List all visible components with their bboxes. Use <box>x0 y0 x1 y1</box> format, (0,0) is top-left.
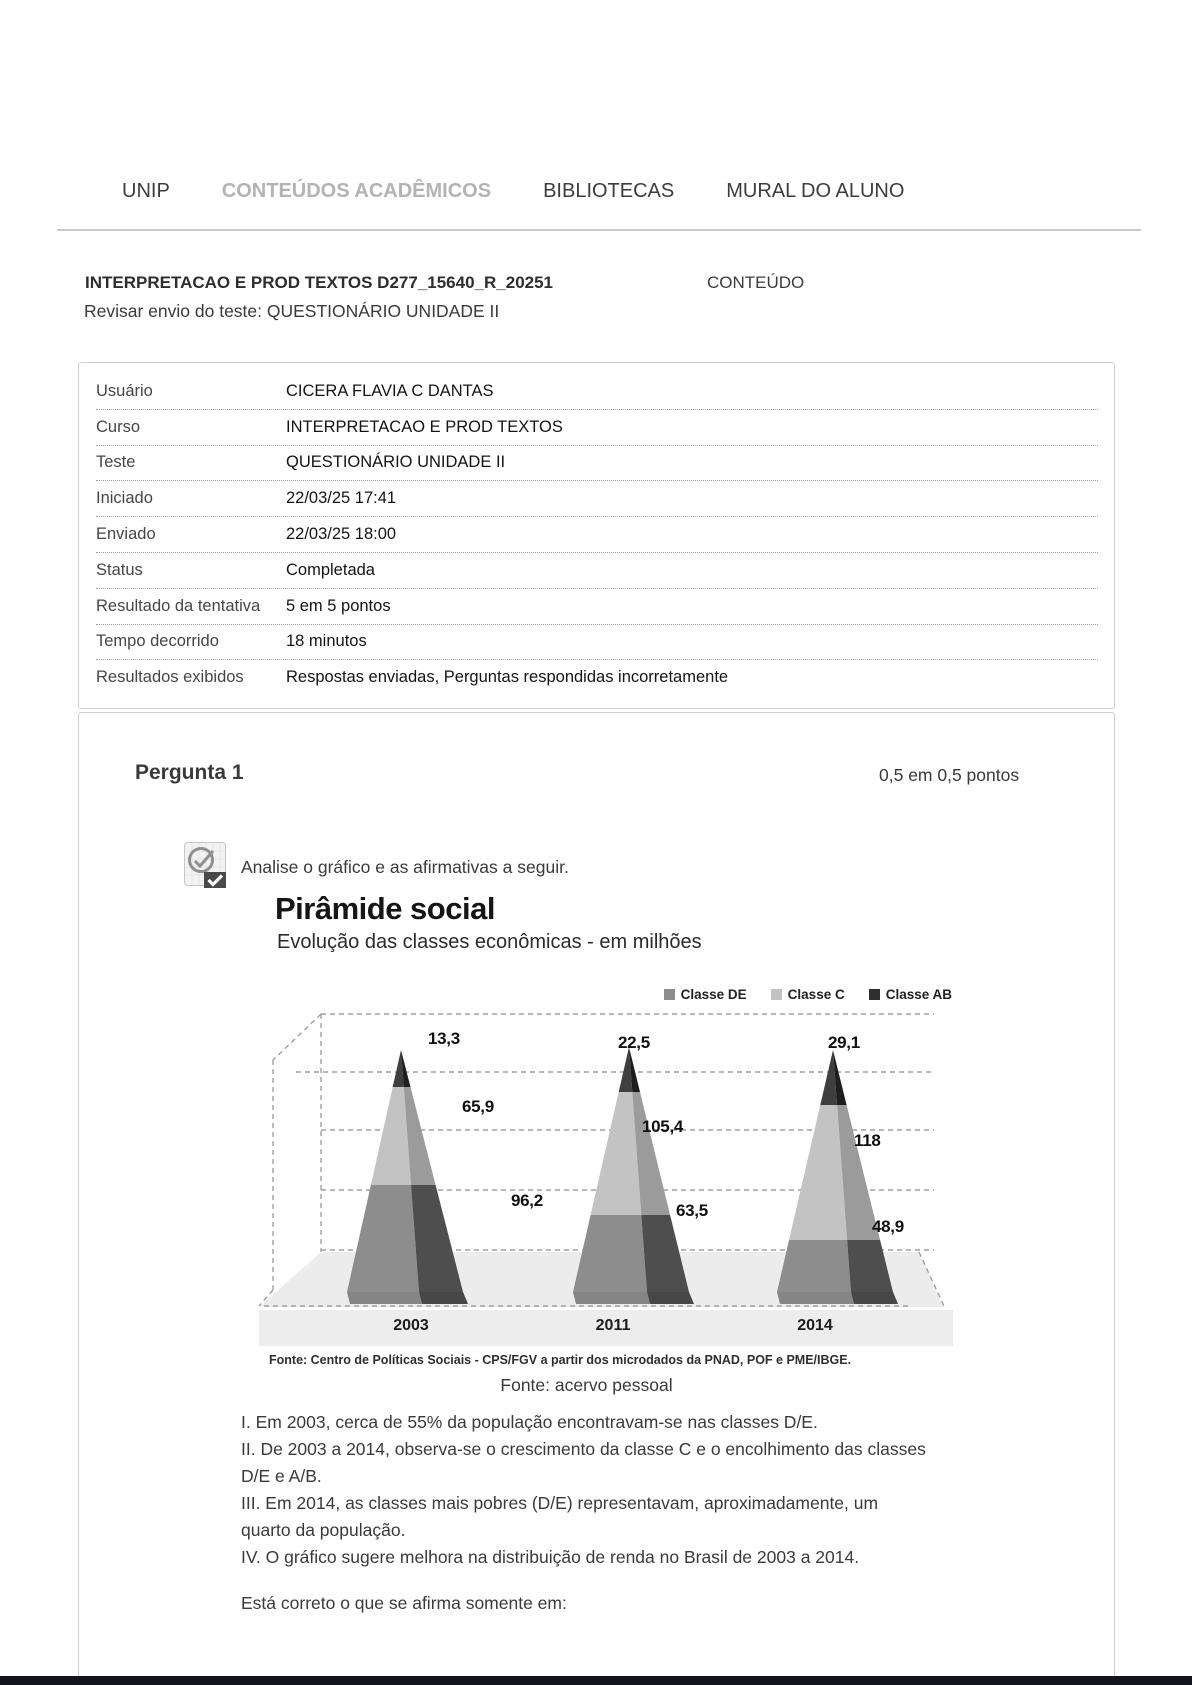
summary-label: Iniciado <box>96 489 153 508</box>
summary-label: Enviado <box>96 525 156 544</box>
summary-value: Completada <box>286 560 375 579</box>
chart-value-label: 96,2 <box>511 1191 543 1210</box>
chart-year-label: 2011 <box>595 1317 631 1334</box>
statement-i: I. Em 2003, cerca de 55% da população encontravam-se nas classes D/E. <box>241 1412 818 1432</box>
summary-label: Status <box>96 560 143 579</box>
summary-label: Teste <box>96 453 136 472</box>
pyramid-chart-graphic <box>256 1007 956 1347</box>
chart-value-label: 105,4 <box>642 1117 684 1136</box>
summary-row-teste <box>96 446 1098 482</box>
pyramid-chart <box>256 1007 956 1347</box>
summary-label: Resultados exibidos <box>96 668 244 687</box>
graded-question-icon <box>184 842 226 888</box>
question-prompt: Analise o gráfico e as afirmativas a seguir. <box>241 857 569 877</box>
figure-title: Pirâmide social <box>275 891 495 926</box>
legend-swatch-classe-c <box>771 989 782 1000</box>
legend-label: Classe DE <box>680 987 747 1002</box>
figure-source-credit: Fonte: Centro de Políticas Sociais - CPS/FGV a partir dos microdados da PNAD, POF e PME/IBGE. <box>269 1353 852 1367</box>
bottom-bar <box>0 1676 1192 1685</box>
course-title: INTERPRETACAO E PROD TEXTOS D277_15640_R_20251 <box>85 273 554 292</box>
figure-source: Fonte: acervo pessoal <box>500 1375 673 1395</box>
summary-row-curso <box>96 410 1098 446</box>
summary-value: QUESTIONÁRIO UNIDADE II <box>286 453 506 472</box>
chart-value-label: 48,9 <box>872 1217 904 1236</box>
summary-row-enviado <box>96 517 1098 553</box>
summary-value: 18 minutos <box>286 632 367 651</box>
chart-value-label: 13,3 <box>428 1029 460 1048</box>
statement-iii: III. Em 2014, as classes mais pobres (D/E) representavam, aproximadamente, um quarto da população. <box>241 1493 879 1540</box>
summary-row-resultado <box>96 589 1098 625</box>
header-divider <box>57 229 1141 231</box>
question-closing-line: Está correto o que se afirma somente em: <box>241 1593 567 1613</box>
legend-label: Classe AB <box>885 987 952 1002</box>
pyramid-2014 <box>777 1050 898 1304</box>
summary-row-iniciado <box>96 481 1098 517</box>
pyramid-2003 <box>347 1050 468 1304</box>
summary-label: Usuário <box>96 381 153 400</box>
legend-swatch-classe-de <box>664 989 675 1000</box>
summary-value: 5 em 5 pontos <box>286 596 391 615</box>
question-statements <box>241 1409 931 1571</box>
statement-ii: II. De 2003 a 2014, observa-se o crescimento da classe C e o encolhimento das classes D/E e A/B. <box>241 1439 926 1486</box>
summary-label: Curso <box>96 417 141 436</box>
chart-value-label: 29,1 <box>828 1033 860 1052</box>
summary-value: INTERPRETACAO E PROD TEXTOS <box>286 417 563 436</box>
summary-value: 22/03/25 17:41 <box>286 489 397 508</box>
summary-value: Respostas enviadas, Perguntas respondidas incorretamente <box>286 668 729 687</box>
page-subtitle: Revisar envio do teste: QUESTIONÁRIO UNIDADE II <box>84 301 500 321</box>
summary-value: CICERA FLAVIA C DANTAS <box>286 381 494 400</box>
summary-row-tempo <box>96 625 1098 661</box>
legend-label: Classe C <box>787 987 845 1002</box>
legend-item-classe-ab <box>869 987 952 1002</box>
chart-value-label: 65,9 <box>462 1097 494 1116</box>
chart-year-label: 2003 <box>393 1317 429 1334</box>
summary-row-status <box>96 553 1098 589</box>
nav-item-unip[interactable]: UNIP <box>122 180 170 202</box>
test-summary-card <box>78 362 1115 709</box>
question-1-card <box>78 712 1115 1685</box>
question-points: 0,5 em 0,5 pontos <box>879 765 1020 785</box>
chart-value-label: 118 <box>854 1131 881 1150</box>
summary-value: 22/03/25 18:00 <box>286 525 397 544</box>
chart-legend <box>664 987 952 1002</box>
legend-item-classe-de <box>664 987 747 1002</box>
chart-value-label: 22,5 <box>618 1033 650 1052</box>
chart-value-label: 63,5 <box>676 1201 708 1220</box>
summary-label: Resultado da tentativa <box>96 596 261 615</box>
nav-item-bibliotecas[interactable]: BIBLIOTECAS <box>543 180 675 202</box>
nav-item-mural-do-aluno[interactable]: MURAL DO ALUNO <box>726 180 905 202</box>
statement-iv: IV. O gráfico sugere melhora na distribuição de renda no Brasil de 2003 a 2014. <box>241 1547 860 1567</box>
summary-row-usuario <box>96 374 1098 410</box>
question-title: Pergunta 1 <box>135 761 244 784</box>
pyramid-2011 <box>573 1047 694 1304</box>
legend-item-classe-c <box>771 987 845 1002</box>
conteudo-menu-link[interactable]: CONTEÚDO <box>707 273 805 292</box>
figure-subtitle: Evolução das classes econômicas - em milhões <box>277 931 702 953</box>
chart-year-label: 2014 <box>797 1317 833 1334</box>
legend-swatch-classe-ab <box>869 989 880 1000</box>
summary-label: Tempo decorrido <box>96 632 219 651</box>
summary-row-resultados-exibidos <box>96 660 1098 695</box>
top-navigation <box>122 180 904 203</box>
nav-item-conteudos-academicos[interactable]: CONTEÚDOS ACADÊMICOS <box>221 180 492 202</box>
